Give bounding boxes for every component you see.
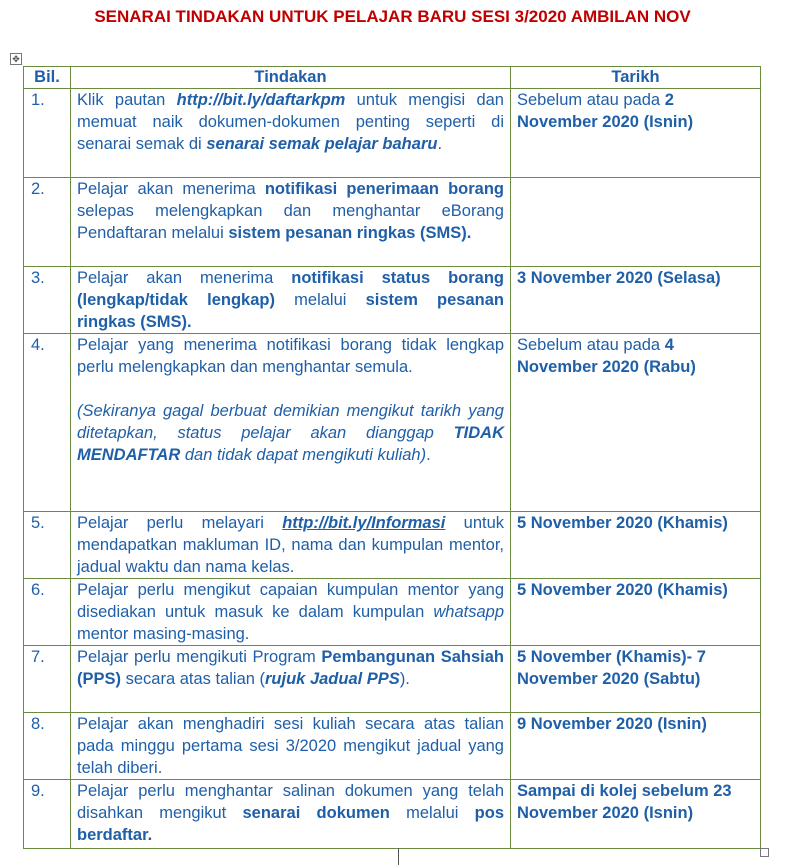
text: Sebelum atau pada (517, 336, 665, 354)
row-number: 5. (24, 512, 71, 579)
text: Pelajar akan menerima (77, 180, 265, 198)
text: Pelajar akan menghadiri sesi kuliah secara atas talian pada minggu pertama sesi 3/2020 mengikut jadual yang telah diberi. (77, 715, 504, 777)
text: selepas melengkapkan dan menghantar eBorang Pendaftaran melalui (77, 202, 504, 242)
note (77, 402, 504, 464)
date: 5 November 2020 (Khamis) (517, 581, 728, 599)
text-cursor (398, 848, 399, 865)
action-table (23, 66, 761, 849)
row-action (71, 579, 511, 646)
text: secara atas talian ( (121, 670, 266, 688)
date: 3 November 2020 (Selasa) (517, 269, 721, 287)
text: untuk mengisi dan memuat naik dokumen-dokumen penting seperti di senarai semak di (77, 91, 504, 153)
text: ). (399, 670, 410, 688)
text: melalui (389, 804, 475, 822)
table-move-handle-icon[interactable]: ✥ (10, 53, 22, 65)
text: . (426, 446, 431, 464)
text: Pelajar perlu mengikuti Program (77, 648, 322, 666)
row-number: 7. (24, 646, 71, 713)
date: 5 November (Khamis)- 7 November 2020 (Sabtu) (517, 648, 706, 688)
text: melalui (274, 291, 366, 309)
row-action (71, 178, 511, 267)
table-row (24, 780, 761, 849)
text: mentor masing-masing. (77, 625, 250, 643)
table-header-row (24, 67, 761, 89)
table-row (24, 512, 761, 579)
table-row (24, 579, 761, 646)
table-row (24, 267, 761, 334)
row-date (511, 267, 761, 334)
date: 9 November 2020 (Isnin) (517, 715, 707, 733)
date: Sampai di kolej sebelum 23 November 2020 (Isnin) (517, 782, 732, 822)
table-resize-handle-icon[interactable] (760, 848, 769, 857)
text: Pelajar yang menerima notifikasi borang tidak lengkap perlu melengkapkan dan menghantar semula. (77, 336, 504, 376)
row-date (511, 713, 761, 780)
row-action (71, 267, 511, 334)
row-number: 9. (24, 780, 71, 849)
row-action (71, 780, 511, 849)
emphasis: senarai dokumen (242, 804, 390, 822)
text: Pelajar perlu mengikut capaian kumpulan mentor yang disediakan untuk masuk ke dalam kumpulan (77, 581, 504, 621)
table-row (24, 646, 761, 713)
row-action (71, 512, 511, 579)
date: 2 November 2020 (Isnin) (517, 91, 694, 131)
emphasis: notifikasi status borang (lengkap/tidak lengkap) (77, 269, 504, 309)
emphasis: TIDAK MENDAFTAR (77, 424, 504, 464)
row-date (511, 646, 761, 713)
text: Pelajar akan menerima (77, 269, 292, 287)
informasi-link[interactable]: http://bit.ly/Informasi (282, 514, 446, 532)
text: Sebelum atau pada (517, 91, 665, 109)
row-number: 4. (24, 334, 71, 512)
header-tindakan: Tindakan (71, 67, 511, 89)
text: (Sekiranya gagal berbuat demikian mengikut tarikh yang ditetapkan, status pelajar akan dianggap (77, 402, 504, 442)
text: untuk mendapatkan makluman ID, nama dan kumpulan mentor, jadual waktu dan nama kelas. (77, 514, 505, 576)
emphasis: notifikasi penerimaan borang (264, 180, 505, 198)
text: . (437, 135, 443, 153)
date: 5 November 2020 (Khamis) (517, 514, 728, 532)
row-date (511, 579, 761, 646)
daftarkpm-link[interactable]: http://bit.ly/daftarkpm (176, 91, 346, 109)
row-date (511, 178, 761, 267)
header-bil: Bil. (24, 67, 71, 89)
row-number: 8. (24, 713, 71, 780)
row-action (71, 334, 511, 512)
row-date (511, 89, 761, 178)
table-row (24, 713, 761, 780)
document-title: SENARAI TINDAKAN UNTUK PELAJAR BARU SESI 3/2020 AMBILAN NOV (94, 7, 691, 26)
row-date (511, 334, 761, 512)
table-row (24, 334, 761, 512)
emphasis: sistem pesanan ringkas (SMS). (228, 224, 472, 242)
text: dan tidak dapat mengikuti kuliah) (180, 446, 427, 464)
row-number: 3. (24, 267, 71, 334)
text: Klik pautan (77, 91, 177, 109)
header-tarikh: Tarikh (511, 67, 761, 89)
emphasis: rujuk Jadual PPS (265, 670, 400, 688)
table-row (24, 89, 761, 178)
row-number: 2. (24, 178, 71, 267)
emphasis: whatsapp (433, 603, 504, 621)
row-action (71, 646, 511, 713)
row-action (71, 713, 511, 780)
table-row (24, 178, 761, 267)
emphasis: pos berdaftar. (77, 804, 504, 844)
emphasis: senarai semak pelajar baharu (206, 135, 438, 153)
row-date (511, 780, 761, 849)
row-number: 6. (24, 579, 71, 646)
text: Pelajar perlu melayari (77, 514, 283, 532)
row-action (71, 89, 511, 178)
emphasis: Pembangunan Sahsiah (PPS) (77, 648, 504, 688)
text: Pelajar perlu menghantar salinan dokumen yang telah disahkan mengikut (77, 782, 504, 822)
row-number: 1. (24, 89, 71, 178)
row-date (511, 512, 761, 579)
date: 4 November 2020 (Rabu) (517, 336, 696, 376)
emphasis: sistem pesanan ringkas (SMS). (77, 291, 504, 331)
